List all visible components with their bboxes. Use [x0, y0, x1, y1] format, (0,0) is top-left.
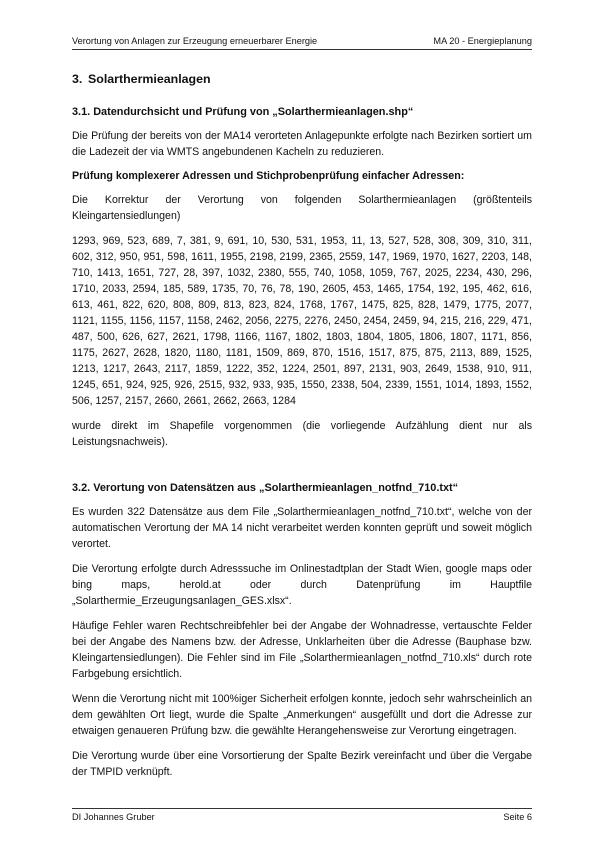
- section-heading: [72, 72, 532, 87]
- page-header: [72, 36, 532, 50]
- paragraph: Wenn die Verortung nicht mit 100%iger Sicherheit erfolgen konnte, jedoch sehr wahrscheinlich an dem gewählten Ort liegt, wurde die Spalte „Anmerkungen“ ausgefüllt und dort die Adresse zur etwaigen genaueren Prüfung bzw. die gewählte Herangehensweise zur Verortung eingetragen.: [72, 693, 532, 737]
- section-number: 3.: [72, 72, 83, 86]
- subsection-heading-3-1: 3.1. Datendurchsicht und Prüfung von „Solarthermieanlagen.shp“: [72, 106, 414, 118]
- id-list: 1293, 969, 523, 689, 7, 381, 9, 691, 10, 530, 531, 1953, 11, 13, 527, 528, 308, 309, 310, 311, 602, 312, 950, 951, 598, 1611, 1955, 2198, 2199, 2365, 2559, 147, 1969, 1970, 1627, 2203, 148, 710, 1413, 1651, 727, 28, 397, 1032, 2380, 555, 740, 1058, 1059, 767, 2025, 2234, 430, 296, 1710, 2033, 2594, 185, 589, 1735, 70, 76, 78, 190, 2605, 453, 1465, 1754, 192, 195, 462, 616, 613, 461, 822, 620, 808, 809, 813, 823, 824, 1768, 1767, 1475, 825, 828, 1479, 1775, 2077, 1121, 1155, 1156, 1157, 1158, 2462, 2056, 2275, 2276, 2450, 2454, 2459, 94, 215, 216, 229, 471, 487, 500, 626, 627, 2621, 1798, 1166, 1167, 1802, 1803, 1804, 1805, 1806, 1807, 1171, 856, 1175, 2627, 2628, 1820, 1180, 1181, 1509, 869, 870, 1516, 1517, 875, 875, 2113, 889, 1525, 1213, 1217, 2643, 2117, 1859, 1222, 352, 1224, 2501, 897, 2131, 903, 2649, 1538, 910, 911, 1245, 651, 924, 925, 926, 2515, 932, 933, 935, 1550, 2338, 504, 2339, 1551, 1014, 1893, 1552, 506, 1257, 2157, 2660, 2661, 2662, 2663, 1284: [72, 235, 532, 407]
- paragraph: wurde direkt im Shapefile vorgenommen (die vorliegende Aufzählung dient nur als Leistungsnachweis).: [72, 420, 532, 448]
- page-footer: [72, 808, 532, 823]
- paragraph: Häufige Fehler waren Rechtschreibfehler bei der Angabe der Wohnadresse, vertauschte Felder bei der Angabe des Namens bzw. der Adresse, Unklarheiten über die Adresse (Bauphase bzw. Kleingartensiedlungen). Die Fehler sind im File „Solarthermieanlagen_notfnd_710.xls“ durch rote Farbgebung ersichtlich.: [72, 620, 532, 680]
- footer-author: DI Johannes Gruber: [72, 812, 155, 822]
- footer-page-number: Seite 6: [503, 812, 532, 822]
- page-body: [72, 72, 532, 789]
- paragraph: Die Prüfung der bereits von der MA14 verorteten Anlagepunkte erfolgte nach Bezirken sortiert um die Ladezeit der via WMTS angebundenen Kacheln zu reduzieren.: [72, 130, 532, 158]
- spacer: [72, 459, 532, 481]
- bold-subheading: Prüfung komplexerer Adressen und Stichprobenprüfung einfacher Adressen:: [72, 170, 465, 182]
- subsection-heading-3-2: 3.2. Verortung von Datensätzen aus „Solarthermieanlagen_notfnd_710.txt“: [72, 482, 459, 494]
- header-title: Verortung von Anlagen zur Erzeugung erneuerbarer Energie: [72, 36, 318, 46]
- header-department: MA 20 - Energieplanung: [433, 36, 532, 46]
- paragraph: Die Korrektur der Verortung von folgenden Solarthermieanlagen (größtenteils Kleingartensiedlungen): [72, 194, 532, 222]
- paragraph: Die Verortung wurde über eine Vorsortierung der Spalte Bezirk vereinfacht und über die Vergabe der TMPID verknüpft.: [72, 750, 532, 778]
- paragraph: Die Verortung erfolgte durch Adresssuche im Onlinestadtplan der Stadt Wien, google maps oder bing maps, herold.at oder durch Datenprüfung im Hauptfile „Solarthermie_Erzeugungsanlagen_GES.xlsx“.: [72, 563, 532, 607]
- section-title: Solarthermieanlagen: [88, 72, 211, 86]
- paragraph: Es wurden 322 Datensätze aus dem File „Solarthermieanlagen_notfnd_710.txt“, welche von der automatischen Verortung der MA 14 nicht verarbeitet werden konnten geprüft und soweit möglich verortet.: [72, 506, 532, 550]
